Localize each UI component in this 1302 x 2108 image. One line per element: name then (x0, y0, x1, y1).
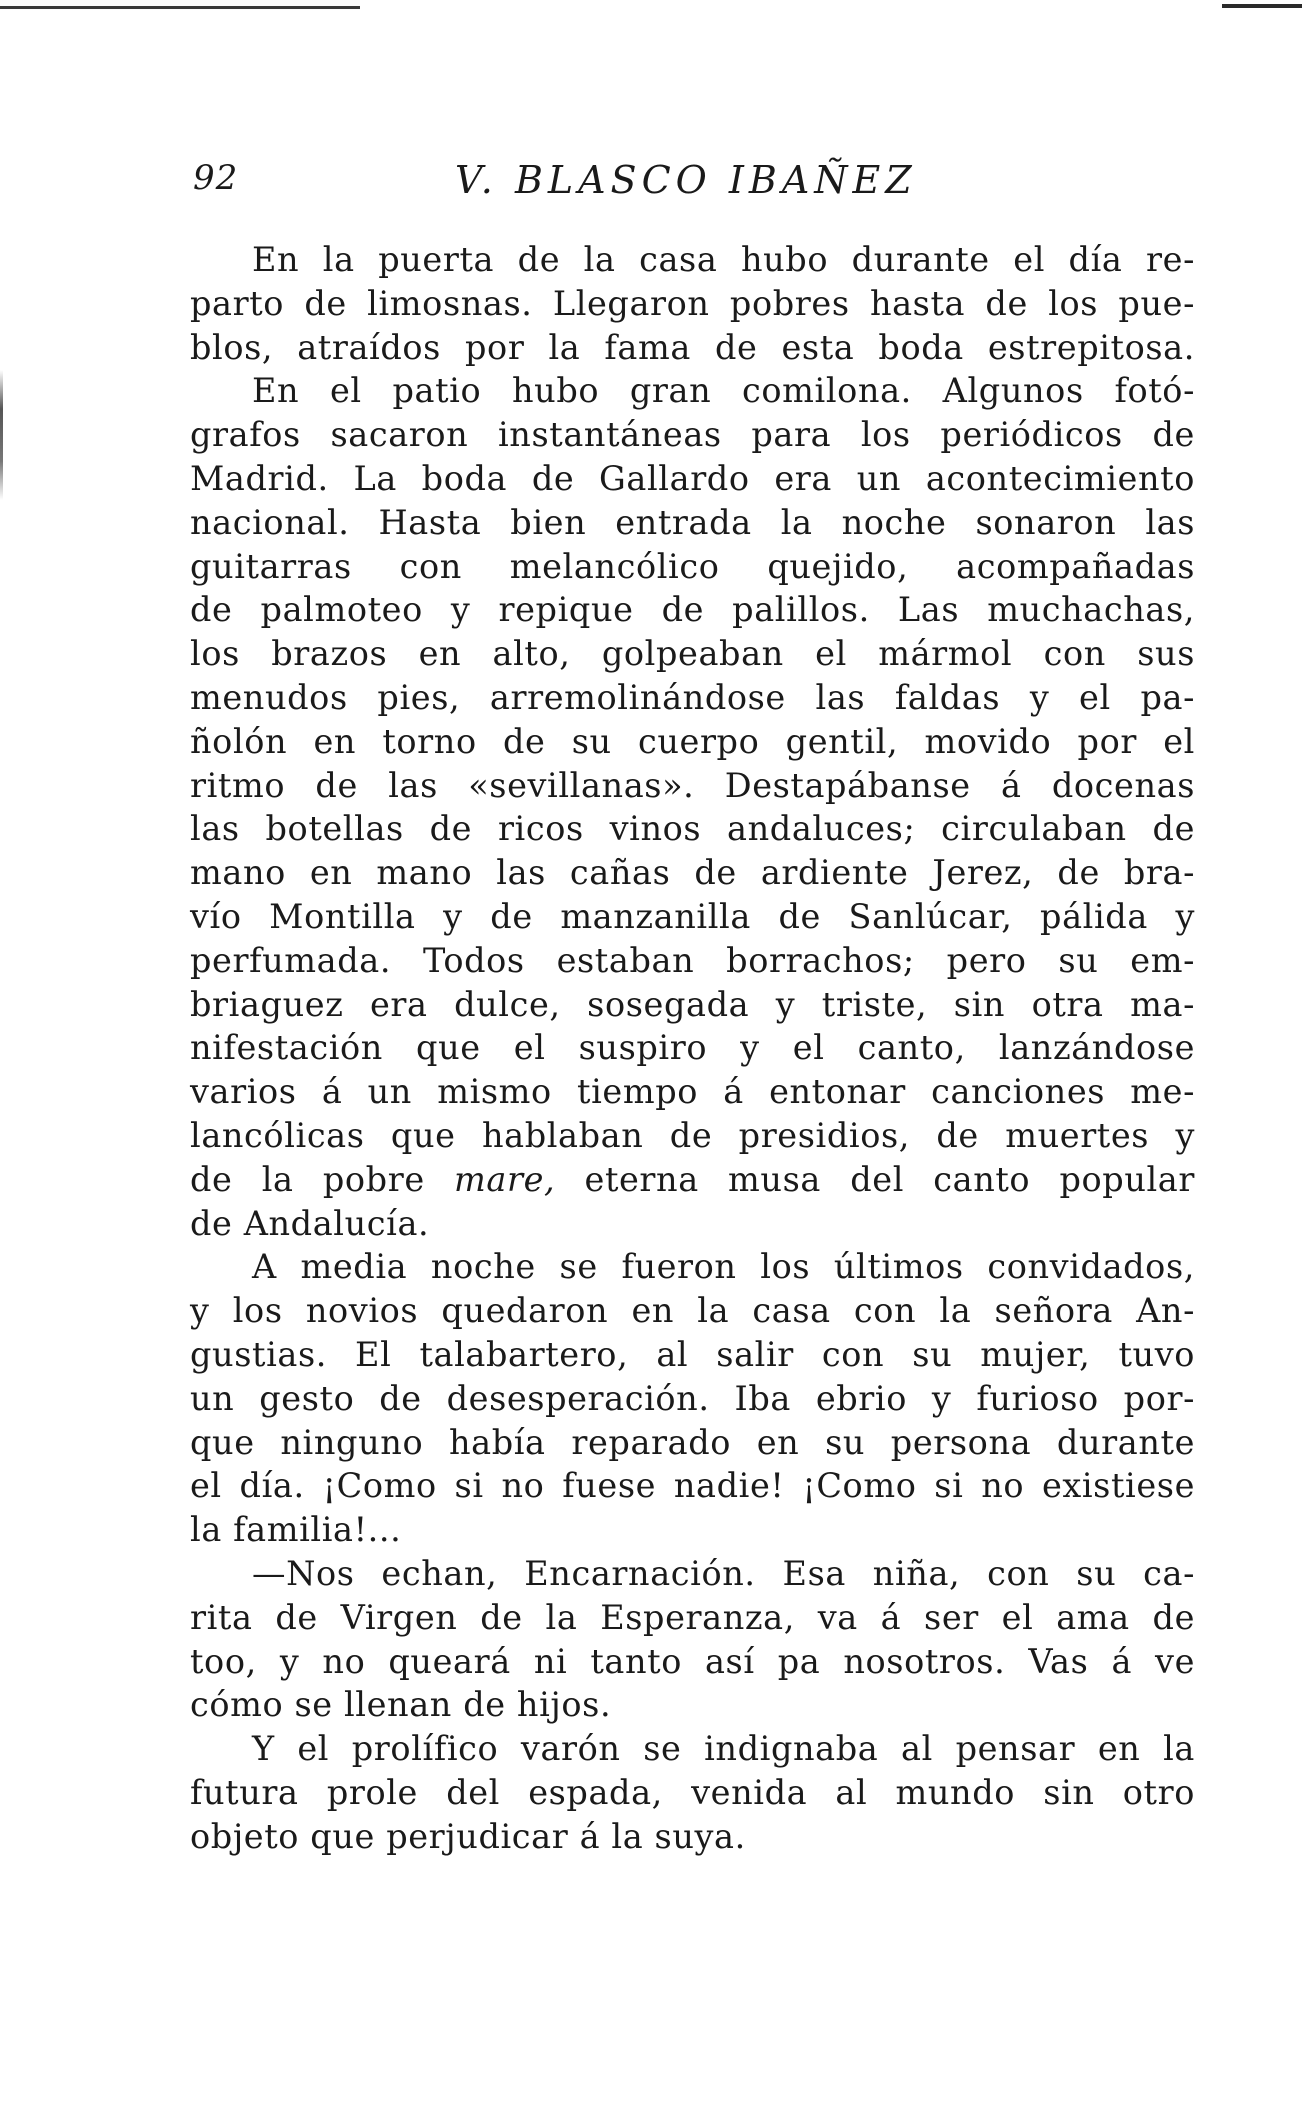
text-line: blos, atraídos por la fama de esta boda estrepitosa. (190, 327, 1195, 367)
text-line: briaguez era dulce, sosegada y triste, sin otra ma- (190, 984, 1195, 1024)
text-line: mano en mano las cañas de ardiente Jerez, de bra- (190, 853, 1195, 893)
text-line: A media noche se fueron los últimos convidados, (252, 1247, 1195, 1287)
text-line: guitarras con melancólico quejido, acompañadas (190, 546, 1195, 586)
text-line: vío Montilla y de manzanilla de Sanlúcar, pálida y (190, 896, 1195, 936)
text-line: ritmo de las «sevillanas». Destapábanse á docenas (190, 765, 1195, 805)
text-line: varios á un mismo tiempo á entonar canciones me- (190, 1072, 1195, 1112)
text-line: rita de Virgen de la Esperanza, va á ser el ama de (190, 1597, 1195, 1637)
running-head: V. BLASCO IBAÑEZ (455, 158, 917, 202)
text-line: que ninguno había reparado en su persona durante (190, 1422, 1195, 1462)
text-line: Y el prolífico varón se indignaba al pensar en la (252, 1729, 1195, 1769)
text-line: de la pobre mare, eterna musa del canto popular (190, 1159, 1195, 1199)
text-line: un gesto de desesperación. Iba ebrio y furioso por- (190, 1378, 1195, 1418)
text-line: y los novios quedaron en la casa con la señora An- (190, 1291, 1195, 1331)
text-line: menudos pies, arremolinándose las faldas y el pa- (190, 677, 1195, 717)
text-line: de Andalucía. (190, 1203, 430, 1243)
text-line: gustias. El talabartero, al salir con su mujer, tuvo (190, 1334, 1195, 1374)
text-line: la familia!... (190, 1510, 402, 1550)
text-line: parto de limosnas. Llegaron pobres hasta de los pue- (190, 283, 1195, 323)
text-line: nifestación que el suspiro y el canto, lanzándose (190, 1028, 1195, 1068)
text-line: objeto que perjudicar á la suya. (190, 1816, 746, 1856)
scan-left-edge-mark (0, 370, 3, 500)
text-line: lancólicas que hablaban de presidios, de muertes y (190, 1115, 1195, 1155)
text-line: En el patio hubo gran comilona. Algunos fotó- (252, 371, 1195, 411)
text-line: grafos sacaron instantáneas para los periódicos de (190, 415, 1195, 455)
text-line: de palmoteo y repique de palillos. Las muchachas, (190, 590, 1195, 630)
text-line: nacional. Hasta bien entrada la noche sonaron las (190, 502, 1195, 542)
text-line: ñolón en torno de su cuerpo gentil, movido por el (190, 721, 1195, 761)
page-header (0, 158, 1302, 208)
text-line: el día. ¡Como si no fuese nadie! ¡Como si no existiese (190, 1466, 1195, 1506)
text-line: las botellas de ricos vinos andaluces; circulaban de (190, 809, 1195, 849)
text-line: perfumada. Todos estaban borrachos; pero su em- (190, 940, 1195, 980)
text-line: Madrid. La boda de Gallardo era un acontecimiento (190, 458, 1195, 498)
body-text (190, 238, 1195, 1858)
text-line: los brazos en alto, golpeaban el mármol con sus (190, 634, 1195, 674)
scan-top-edge-mark (0, 6, 360, 9)
text-line: En la puerta de la casa hubo durante el día re- (252, 240, 1195, 279)
scan-top-right-edge-mark (1222, 4, 1302, 8)
text-line: too, y no queará ni tanto así pa nosotros. Vas á ve (190, 1641, 1195, 1681)
page-number: 92 (193, 158, 239, 198)
text-line: —Nos echan, Encarnación. Esa niña, con su ca- (252, 1553, 1195, 1593)
text-line: futura prole del espada, venida al mundo sin otro (190, 1772, 1195, 1812)
italic-word: mare, (454, 1159, 556, 1199)
text-line: cómo se llenan de hijos. (190, 1685, 612, 1725)
